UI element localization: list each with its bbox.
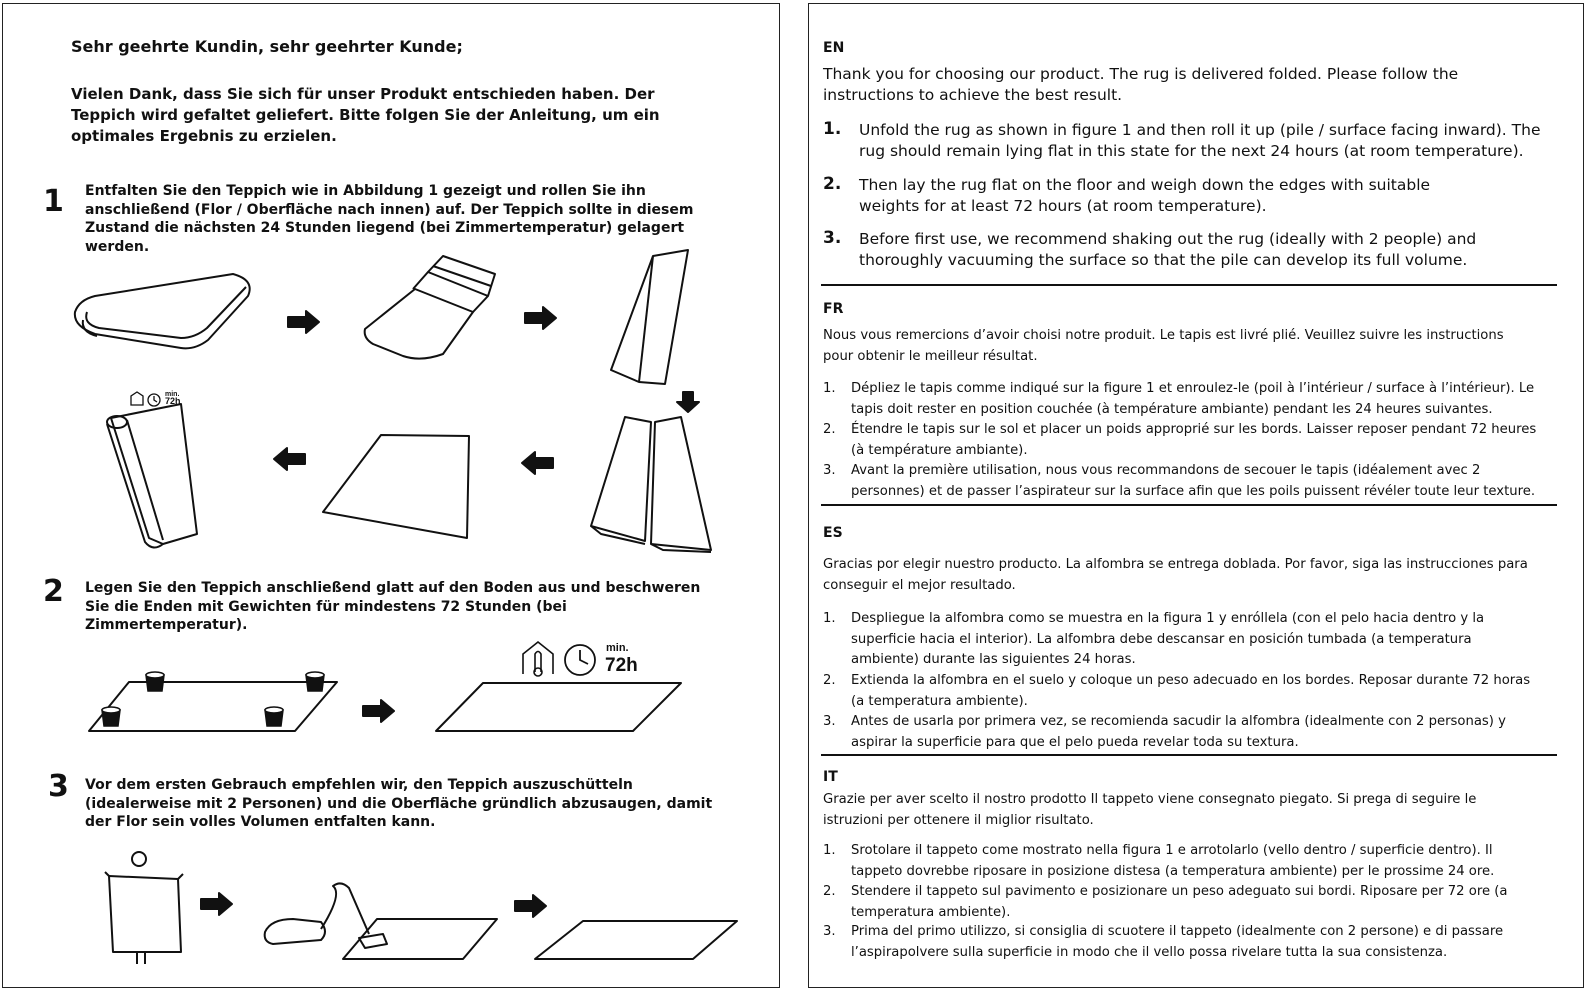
lang-code-en: EN: [823, 40, 845, 56]
it-item-1-text: Srotolare il tappeto come mostrato nella figura 1 e arrotolarlo (vello dentro / superficie dentro). Il tappeto dovrebbe riposare in posizione distesa (a temperatura ambiente) per le prossime 24 ore.: [851, 843, 1495, 879]
arrow-right-icon: [201, 893, 232, 915]
german-instructions-page: [2, 3, 780, 988]
vacuum-cleaner-icon: [265, 883, 497, 959]
lang-code-fr: FR: [823, 301, 844, 317]
small-timer-min: min.: [165, 391, 180, 398]
es-item-1-number: 1.: [823, 611, 836, 626]
en-item-3-number: 3.: [823, 228, 842, 248]
es-intro: Gracias por elegir nuestro producto. La alfombra se entrega doblada. Por favor, siga las instrucciones para conseguir el mejor resultado.: [823, 557, 1528, 593]
fr-item-3-text: Avant la première utilisation, nous vous recommandons de secouer le tapis (idéalement avec 2 personnes) et de passer l’aspirateur sur la surface afin que les poils puissent révéler toute leur texture.: [851, 463, 1536, 499]
en-item-3-text: Before first use, we recommend shaking out the rug (ideally with 2 people) and thoroughly vacuuming the surface so that the pile can develop its full volume.: [859, 230, 1477, 269]
fr-item-2-number: 2.: [823, 422, 836, 437]
person-shaking-rug-icon: [105, 852, 183, 964]
step-2-text: Legen Sie den Teppich anschließend glatt auf den Boden aus und beschweren Sie die Enden mit Gewichten für mindestens 72 Stunden (bei Zimmertemperatur).: [85, 580, 701, 633]
fr-item-2-text: Étendre le tapis sur le sol et placer un poids approprié sur les bords. Laisser reposer pendant 72 heures (à température ambiante).: [851, 422, 1537, 458]
arrow-right-icon: [515, 895, 546, 917]
it-item-3-text: Prima del primo utilizzo, si consiglia di scuotere il tappeto (idealmente con 2 persone) e di passare l’aspirapolvere sulla superficie in modo che il vello possa rivelare tutta la sua consistenza.: [851, 924, 1504, 960]
step-2-number: 2: [43, 574, 64, 609]
es-item-3-text: Antes de usarla por primera vez, se recomienda sacudir la alfombra (idealmente con 2 personas) y aspirar la superficie para que el pelo pueda revelar toda su textura.: [851, 714, 1506, 750]
intro-text: Vielen Dank, dass Sie sich für unser Produkt entschieden haben. Der Teppich wird gefaltet geliefert. Bitte folgen Sie der Anleitung, um ein optimales Ergebnis zu erzielen.: [71, 85, 660, 145]
fr-item-1-text: Dépliez le tapis comme indiqué sur la figure 1 et enroulez-le (poil à l’intérieur / surface à l’intérieur). Le tapis doit rester en position couchée (à température ambiante) pendant les 24 heures suivantes.: [851, 381, 1535, 417]
en-item-2-number: 2.: [823, 174, 842, 194]
en-intro: Thank you for choosing our product. The rug is delivered folded. Please follow the instructions to achieve the best result.: [823, 65, 1459, 104]
en-item-1-text: Unfold the rug as shown in figure 1 and then roll it up (pile / surface facing inward). The rug should remain lying flat in this state for the next 24 hours (at room temperature).: [859, 121, 1541, 160]
it-item-1-number: 1.: [823, 843, 836, 858]
es-item-2-number: 2.: [823, 673, 836, 688]
lang-code-es: ES: [823, 525, 843, 541]
section-divider: [821, 284, 1557, 286]
step-1-text: Entfalten Sie den Teppich wie in Abbildung 1 gezeigt und rollen Sie ihn anschließend (Flor / Oberfläche nach innen) auf. Der Teppich sollte in diesem Zustand die nächsten 24 Stunden liegend (bei Zimmertemperatur) gelagert werden.: [85, 183, 694, 255]
timer-hours-label: 72h: [605, 655, 638, 676]
es-item-2-text: Extienda la alfombra en el suelo y coloque un peso adecuado en los bordes. Reposar durante 72 horas (a temperatura ambiente).: [851, 673, 1531, 709]
timer-min-label: min.: [606, 642, 629, 654]
step-3-vacuum-illustration: [3, 4, 781, 989]
it-item-2-text: Stendere il tappeto sul pavimento e posizionare un peso adeguato sui bordi. Riposare per 72 ore (a temperatura ambiente).: [851, 884, 1508, 920]
small-timer-hours: 72h: [165, 396, 181, 406]
es-item-1-text: Despliegue la alfombra como se muestra en la figura 1 y enróllela (con el pelo hacia dentro y la superficie hacia el interior). La alfombra debe descansar en posición tumbada (a temperatura ambiente) durante las siguientes 24 horas.: [851, 611, 1485, 667]
step-3-text: Vor dem ersten Gebrauch empfehlen wir, den Teppich auszuschütteln (idealerweise mit 2 Personen) und die Oberfläche gründlich abzusaugen, damit der Flor sein volles Volumen entfalten kann.: [85, 777, 713, 830]
it-item-2-number: 2.: [823, 884, 836, 899]
it-intro: Grazie per aver scelto il nostro prodotto Il tappeto viene consegnato piegato. Si prega di seguire le istruzioni per ottenere il miglior risultato.: [823, 792, 1477, 828]
en-item-2-text: Then lay the rug flat on the floor and weigh down the edges with suitable weights for at least 72 hours (at room temperature).: [859, 176, 1431, 215]
it-item-3-number: 3.: [823, 924, 836, 939]
clean-rug-icon: [535, 921, 737, 959]
greeting: Sehr geehrte Kundin, sehr geehrter Kunde;: [71, 37, 463, 56]
step-1-number: 1: [43, 184, 64, 219]
section-divider: [821, 504, 1557, 506]
lang-code-it: IT: [823, 769, 838, 785]
fr-intro: Nous vous remercions d’avoir choisi notre produit. Le tapis est livré plié. Veuillez suivre les instructions pour obtenir le meilleur résultat.: [823, 328, 1504, 364]
en-item-1-number: 1.: [823, 119, 842, 139]
fr-item-3-number: 3.: [823, 463, 836, 478]
es-item-3-number: 3.: [823, 714, 836, 729]
section-divider: [821, 754, 1557, 756]
step-3-number: 3: [48, 769, 69, 804]
fr-item-1-number: 1.: [823, 381, 836, 396]
multilingual-instructions-page: [808, 3, 1584, 988]
